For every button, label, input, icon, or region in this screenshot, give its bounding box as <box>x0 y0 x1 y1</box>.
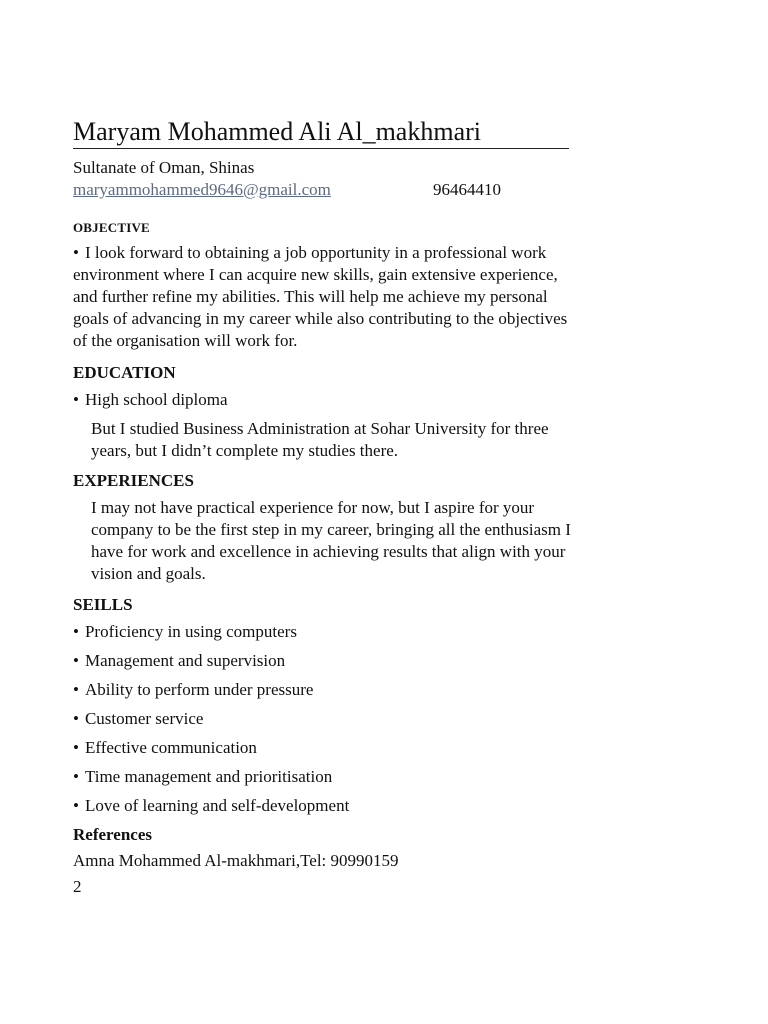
skill-item <box>73 737 257 759</box>
skill-item <box>73 795 349 817</box>
objective-paragraph: I look forward to obtaining a job opportunity in a professional work environment where I can acquire new skills, gain extensive experience, and further refine my abilities. This will help me achieve my personal goals of advancing in my career while also contributing to the objectives of the organisation will work for. <box>73 243 568 350</box>
objective-heading: OBJECTIVE <box>73 220 150 235</box>
objective-text <box>73 242 573 352</box>
reference-entry: Amna Mohammed Al-makhmari,Tel: 90990159 <box>73 851 399 870</box>
education-bullet: • <box>73 390 79 409</box>
skill-item <box>73 766 332 788</box>
location: Sultanate of Oman, Shinas <box>73 158 255 177</box>
education-item <box>73 389 228 411</box>
skill-bullet: • <box>73 622 79 641</box>
skill-bullet: • <box>73 680 79 699</box>
page-number: 2 <box>73 877 82 896</box>
skill-label: Effective communication <box>84 738 257 757</box>
experiences-heading: EXPERIENCES <box>73 471 194 490</box>
skill-bullet: • <box>73 796 79 815</box>
skill-bullet: • <box>73 738 79 757</box>
education-item-label: High school diploma <box>84 390 228 409</box>
skill-bullet: • <box>73 651 79 670</box>
skill-label: Management and supervision <box>84 651 286 670</box>
education-detail: But I studied Business Administration at Sohar University for three years, but I didn’t complete my studies there. <box>91 419 549 460</box>
skill-label: Ability to perform under pressure <box>84 680 314 699</box>
skill-label: Customer service <box>84 709 204 728</box>
skill-item <box>73 650 285 672</box>
skill-label: Time management and prioritisation <box>84 767 333 786</box>
education-heading: EDUCATION <box>73 363 176 382</box>
skill-label: Proficiency in using computers <box>84 622 297 641</box>
skill-item <box>73 708 203 730</box>
skill-item <box>73 679 313 701</box>
objective-bullet: • <box>73 243 79 262</box>
skill-bullet: • <box>73 767 79 786</box>
skills-heading: SEILLS <box>73 595 133 614</box>
skill-label: Love of learning and self-development <box>84 796 350 815</box>
resume-name: Maryam Mohammed Ali Al_makhmari <box>73 117 569 149</box>
references-heading: References <box>73 825 152 844</box>
skill-item <box>73 621 297 643</box>
email-link[interactable]: maryammohammed9646@gmail.com <box>73 180 331 199</box>
skill-bullet: • <box>73 709 79 728</box>
phone-number: 96464410 <box>433 180 501 199</box>
experiences-text: I may not have practical experience for now, but I aspire for your company to be the first step in my career, bringing all the enthusiasm I have for work and excellence in achieving results that align with your vision and goals. <box>91 498 571 583</box>
